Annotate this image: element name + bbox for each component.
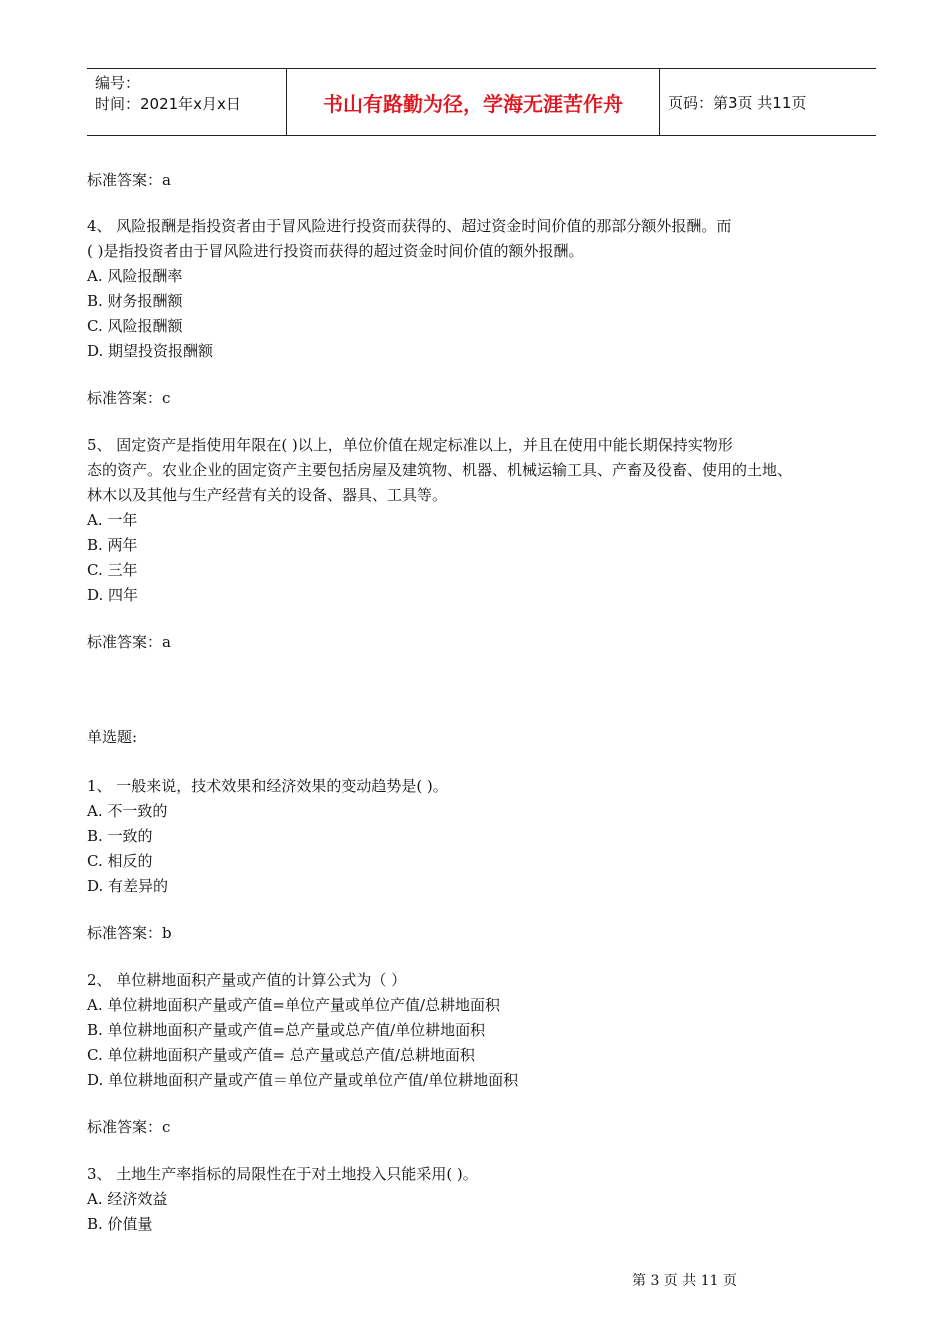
header-mid-cell [287,69,660,135]
question-5-line-1: 5、 固定资产是指使用年限在( )以上，单位价值在规定标准以上，并且在使用中能长期保持实物形 [87,436,733,454]
motto: 书山有路勤为径，学海无涯苦作舟 [323,91,623,116]
question-5-option-c: C. 三年 [87,561,138,579]
question-5-answer: 标准答案：a [87,633,171,651]
question-4-option-a: A. 风险报酬率 [87,267,183,285]
single-3-question: 3、 土地生产率指标的局限性在于对土地投入只能采用( )。 [87,1165,478,1183]
single-1-answer: 标准答案：b [87,924,172,942]
single-1-option-a: A. 不一致的 [87,802,168,820]
answer-line: 标准答案：a [87,171,171,189]
single-1-question: 1、 一般来说，技术效果和经济效果的变动趋势是( )。 [87,777,448,795]
question-5-line-3: 林木以及其他与生产经营有关的设备、器具、工具等。 [87,486,448,504]
question-5-line-2: 态的资产。农业企业的固定资产主要包括房屋及建筑物、机器、机械运输工具、产畜及役畜、使用的土地、 [87,461,793,479]
header-table [87,68,876,136]
single-2-option-b: B. 单位耕地面积产量或产值=总产量或总产值/单位耕地面积 [87,1021,486,1039]
time-label: 时间：2021年x月x日 [95,95,241,113]
single-2-answer: 标准答案：c [87,1118,171,1136]
single-1-option-c: C. 相反的 [87,852,153,870]
header-left-cell [87,69,287,135]
page-footer: 第 3 页 共 11 页 [632,1273,737,1289]
question-5-option-d: D. 四年 [87,586,139,604]
single-3-option-a: A. 经济效益 [87,1190,168,1208]
question-4-line-2: ( )是指投资者由于冒风险进行投资而获得的超过资金时间价值的额外报酬。 [87,242,584,260]
single-2-option-a: A. 单位耕地面积产量或产值=单位产量或单位产值/总耕地面积 [87,996,500,1014]
header-page-info: 页码：第3页 共11页 [668,93,807,112]
question-5-option-b: B. 两年 [87,536,138,554]
question-4-option-b: B. 财务报酬额 [87,292,183,310]
question-5-option-a: A. 一年 [87,511,138,529]
number-label: 编号： [95,74,141,92]
single-2-option-d: D. 单位耕地面积产量或产值＝单位产量或单位产值/单位耕地面积 [87,1071,519,1089]
question-4-line-1: 4、 风险报酬是指投资者由于冒风险进行投资而获得的、超过资金时间价值的那部分额外报酬。而 [87,217,732,235]
question-4-option-d: D. 期望投资报酬额 [87,342,214,360]
question-4-answer: 标准答案：c [87,389,171,407]
single-3-option-b: B. 价值量 [87,1215,153,1233]
section-title: 单选题: [87,728,138,746]
single-2-question: 2、 单位耕地面积产量或产值的计算公式为（ ） [87,971,407,989]
single-1-option-b: B. 一致的 [87,827,153,845]
single-1-option-d: D. 有差异的 [87,877,169,895]
question-4-option-c: C. 风险报酬额 [87,317,183,335]
header-right-cell [660,69,876,135]
single-2-option-c: C. 单位耕地面积产量或产值= 总产量或总产值/总耕地面积 [87,1046,475,1064]
